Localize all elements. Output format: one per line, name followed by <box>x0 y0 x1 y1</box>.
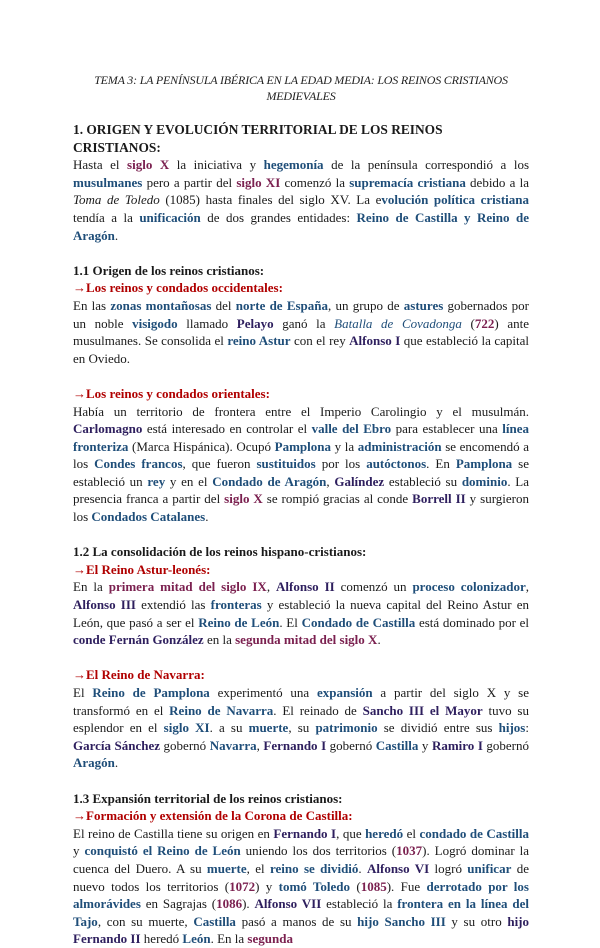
blank-line <box>73 649 529 667</box>
highlighted-term: fronteras <box>210 597 262 613</box>
document-page <box>73 72 529 948</box>
text-run: . <box>377 632 381 648</box>
text-run: por los <box>315 456 367 472</box>
text-run: gobernados por un noble <box>73 297 530 331</box>
highlighted-term: Reino de Navarra <box>169 702 274 718</box>
text-run: y su otro <box>445 913 508 929</box>
highlighted-term: Fernando I <box>273 825 337 841</box>
text-run: . <box>114 227 119 243</box>
text-run: , <box>326 473 335 489</box>
highlighted-term: norte de España <box>235 297 329 313</box>
highlighted-term: Condado de Aragón <box>212 473 327 489</box>
text-run: pero a partir del <box>142 174 237 190</box>
text-run: . <box>114 755 119 771</box>
highlighted-term: Sancho III el Mayor <box>362 702 483 718</box>
text-run: ). Fue <box>386 878 427 894</box>
highlighted-term: segunda mitad del siglo X <box>235 632 378 648</box>
text-run: está interesado en controlar el <box>142 421 312 437</box>
text-run: gobernó <box>326 737 376 753</box>
text-run: ( <box>350 878 361 894</box>
text-run: ( <box>461 315 475 331</box>
highlighted-term: visigodo <box>132 315 178 331</box>
text-run: se encomendó a los <box>73 438 529 472</box>
text-run: y la <box>330 438 358 454</box>
text-run: Hasta el <box>73 157 128 173</box>
subsection-heading: 1.3 Expansión territorial de los reinos cristianos: <box>73 790 343 806</box>
highlighted-term: dominio <box>461 473 508 489</box>
highlighted-term: Pamplona <box>274 438 331 454</box>
text-run: y <box>418 737 432 753</box>
text-run: En las <box>73 297 111 313</box>
text-run: heredó <box>140 931 183 947</box>
text-run: comenzó la <box>280 174 350 190</box>
text-run: llamado <box>177 315 237 331</box>
highlighted-term: Pamplona <box>455 456 513 472</box>
text-run: se rompió gracias al conde <box>262 491 413 507</box>
highlighted-term: expansión <box>316 685 373 700</box>
highlighted-term: Condes francos <box>94 456 183 472</box>
text-run: logró <box>429 860 468 876</box>
document-title: TEMA 3: LA PENÍNSULA IBÉRICA EN LA EDAD MEDIA: LOS REINOS CRISTIANOS MEDIEVALES <box>94 73 508 103</box>
text-run: la iniciativa y <box>169 157 264 173</box>
text-run: ganó la <box>273 315 335 331</box>
text-run: el <box>403 825 420 841</box>
text-run: tendía a la <box>73 209 140 225</box>
text-run: con el rey <box>290 333 350 349</box>
highlighted-term: Alfonso II <box>276 579 335 595</box>
paragraph <box>73 297 529 367</box>
text-run: El <box>73 685 93 700</box>
highlighted-term: Aragón <box>73 755 115 771</box>
text-run: . El <box>279 614 302 630</box>
text-run: gobernó <box>160 737 210 753</box>
text-run: ). Logró dominar la cuenca del Duero. A su <box>73 843 530 876</box>
text-run: . a su <box>209 720 249 736</box>
highlighted-term: conquistó el Reino de León <box>84 843 241 859</box>
highlighted-term: unificar <box>467 860 512 876</box>
text-run: El reino de Castilla tiene su origen en <box>73 825 274 841</box>
text-run: Había un territorio de frontera entre el Imperio Carolingio y el musulmán. <box>73 403 529 419</box>
text-run: . En la <box>210 931 248 947</box>
text-run: , <box>256 737 264 753</box>
section-heading: 1. ORIGEN Y EVOLUCIÓN TERRITORIAL DE LOS REINOS CRISTIANOS: <box>73 122 443 155</box>
highlighted-term: astures <box>403 297 444 313</box>
highlighted-term: volución política cristiana <box>381 192 529 208</box>
text-run: , que fueron <box>182 456 257 472</box>
highlighted-term: Castilla <box>193 913 236 929</box>
highlighted-term: Toma de Toledo <box>73 192 160 208</box>
highlighted-term: rey <box>147 473 166 489</box>
highlighted-term: primera mitad del siglo IX <box>108 579 267 595</box>
text-run: ) ante musulmanes. Se consolida el <box>73 315 529 349</box>
text-run: , su <box>288 720 316 736</box>
text-run: debido a la <box>465 174 530 190</box>
highlighted-term: proceso colonizador <box>412 579 526 595</box>
highlighted-term: Navarra <box>209 737 257 753</box>
highlighted-term: supremacía cristiana <box>349 174 466 190</box>
text-run: y estableció la nueva capital del Reino Astur en León, que pasó a ser el <box>73 597 529 630</box>
highlighted-term: León <box>182 931 211 947</box>
text-run: y <box>73 843 85 859</box>
text-run: (Marca Hispánica). Ocupó <box>128 438 275 454</box>
highlighted-term: reino Astur <box>227 333 291 349</box>
text-run: , un grupo de <box>328 297 404 313</box>
topic-heading: →El Reino Astur-leonés: <box>73 561 211 577</box>
text-run: en Sagrajas ( <box>140 896 217 912</box>
text-run: estableció la <box>321 896 398 912</box>
topic-heading: →Los reinos y condados orientales: <box>73 385 270 401</box>
text-run: a partir del siglo X y se transformó en el <box>73 685 530 718</box>
text-run: , <box>266 579 277 595</box>
highlighted-term: Condados Catalanes <box>91 509 206 525</box>
text-run: : <box>525 720 529 736</box>
highlighted-term: condado de Castilla <box>419 825 529 841</box>
paragraph <box>73 578 529 648</box>
highlighted-term: Alfonso VI <box>367 860 430 876</box>
blank-line <box>73 367 529 385</box>
text-run: , el <box>246 860 270 876</box>
highlighted-term: Alfonso I <box>349 333 401 349</box>
text-run: comenzó un <box>334 579 413 595</box>
highlighted-term: Pelayo <box>236 315 274 331</box>
highlighted-term: 1072 <box>229 878 256 894</box>
text-run: y surgieron los <box>73 491 529 525</box>
highlighted-term: Reino de León <box>198 614 280 630</box>
highlighted-term: unificación <box>139 209 201 225</box>
highlighted-term: Reino de Pamplona <box>92 685 210 700</box>
text-run: . <box>205 509 209 525</box>
text-run: (1085) hasta finales del siglo XV. La e <box>159 192 382 208</box>
highlighted-term: siglo X <box>224 491 263 507</box>
highlighted-term: 722 <box>474 315 495 331</box>
text-run: para establecer una <box>391 421 503 437</box>
text-run: . El reinado de <box>273 702 363 718</box>
text-run: , que <box>336 825 366 841</box>
text-run: . La presencia franca a partir del <box>73 473 530 507</box>
highlighted-term: Alfonso VII <box>254 896 322 912</box>
text-run: , <box>525 579 530 595</box>
text-run: en la <box>203 632 236 648</box>
highlighted-term: Alfonso III <box>73 597 136 613</box>
text-run: En la <box>73 579 109 595</box>
highlighted-term: hegemonía <box>263 157 324 173</box>
highlighted-term: hijo Sancho III <box>357 913 446 929</box>
topic-heading: →Los reinos y condados occidentales: <box>73 280 283 296</box>
text-run: uniendo los dos territorios ( <box>240 843 397 859</box>
paragraph <box>73 403 529 526</box>
highlighted-term: Castilla <box>375 737 419 753</box>
paragraph <box>73 825 529 948</box>
text-run: tuvo su esplendor en el <box>73 702 529 736</box>
highlighted-term: Condado de Castilla <box>301 614 416 630</box>
text-run: está dominado por el <box>415 614 530 630</box>
highlighted-term: reino se dividió <box>269 860 359 876</box>
highlighted-term: muerte <box>248 720 289 736</box>
text-run: experimentó una <box>209 685 317 700</box>
highlighted-term: Batalla de Covadonga <box>334 315 462 331</box>
text-run: y en el <box>165 473 213 489</box>
highlighted-term: Reino de Castilla y Reino de Aragón <box>73 209 529 243</box>
text-run: . En <box>426 456 456 472</box>
text-run: estableció su <box>384 473 462 489</box>
highlighted-term: Ramiro I <box>431 737 483 753</box>
highlighted-term: autóctonos <box>366 456 427 472</box>
text-run: ) y <box>255 878 279 894</box>
highlighted-term: patrimonio <box>315 720 378 736</box>
highlighted-term: derrotado por los almorávides <box>73 878 529 912</box>
subsection-heading: 1.1 Origen de los reinos cristianos: <box>73 262 265 278</box>
text-run: pasó a manos de su <box>235 913 358 929</box>
text-run: . <box>358 860 367 876</box>
highlighted-term: 1085 <box>360 878 387 894</box>
highlighted-term: hijo Fernando II <box>73 913 530 947</box>
highlighted-term: sustituidos <box>256 456 316 472</box>
blank-line <box>73 526 529 544</box>
topic-heading: →El Reino de Navarra: <box>73 667 205 683</box>
highlighted-term: administración <box>357 438 442 454</box>
highlighted-term: 1037 <box>396 843 423 859</box>
text-run: de nuevo todos los territorios ( <box>73 860 529 894</box>
highlighted-term: siglo XI <box>236 174 281 190</box>
highlighted-term: Galíndez <box>334 473 385 489</box>
text-run: del <box>211 297 236 313</box>
highlighted-term: Carlomagno <box>73 421 143 437</box>
text-run: se dividió entre sus <box>377 720 499 736</box>
subsection-heading: 1.2 La consolidación de los reinos hispano-cristianos: <box>73 544 367 560</box>
text-run: , con su muerte, <box>97 913 194 929</box>
document-body <box>73 121 529 948</box>
highlighted-term: hijos <box>498 720 526 736</box>
text-run: de dos grandes entidades: <box>200 209 357 225</box>
highlighted-term: segunda <box>247 931 293 947</box>
highlighted-term: siglo X <box>127 157 170 173</box>
highlighted-term: Borrell II <box>412 491 466 507</box>
highlighted-term: muerte <box>206 860 247 876</box>
highlighted-term: 1086 <box>216 896 243 912</box>
text-run: que estableció la capital en Oviedo. <box>73 333 529 366</box>
highlighted-term: valle del Ebro <box>311 421 392 437</box>
highlighted-term: conde Fernán González <box>73 632 204 648</box>
topic-heading: →Formación y extensión de la Corona de Castilla: <box>73 808 353 824</box>
highlighted-term: zonas montañosas <box>110 297 212 313</box>
highlighted-term: heredó <box>365 825 404 841</box>
text-run: gobernó <box>482 737 530 753</box>
text-run: se estableció un <box>73 456 529 489</box>
text-run: extendió las <box>135 597 211 613</box>
highlighted-term: musulmanes <box>73 174 143 190</box>
highlighted-term: siglo XI <box>163 720 210 736</box>
paragraph <box>73 684 529 772</box>
highlighted-term: frontera en la línea del Tajo <box>73 896 530 929</box>
highlighted-term: Fernando I <box>263 737 327 753</box>
blank-line <box>73 244 529 262</box>
paragraph <box>73 156 529 244</box>
highlighted-term: García Sánchez <box>73 737 161 753</box>
highlighted-term: línea fronteriza <box>73 421 529 454</box>
highlighted-term: tomó Toledo <box>278 878 351 894</box>
blank-line <box>73 772 529 790</box>
text-run: ). <box>242 896 255 912</box>
text-run: de la península correspondió a los <box>323 157 529 173</box>
